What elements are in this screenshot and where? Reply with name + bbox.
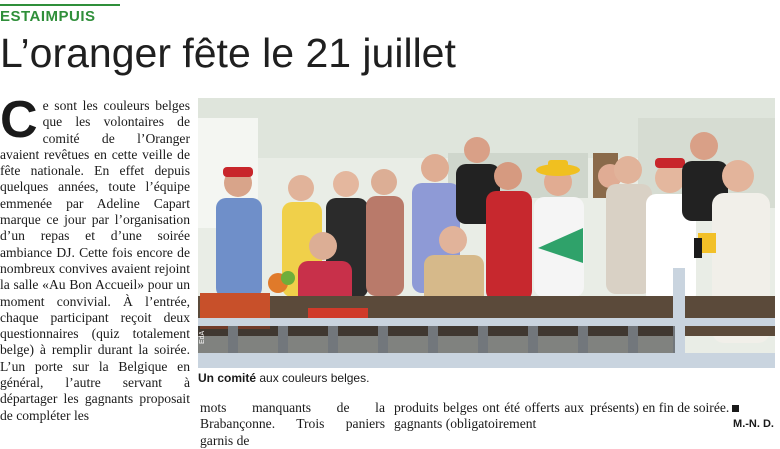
photo-credit: EdA bbox=[199, 330, 206, 344]
kicker-rule bbox=[0, 4, 120, 6]
group-photo bbox=[198, 98, 775, 368]
photo-caption bbox=[198, 371, 369, 385]
headline: L’oranger fête le 21 juillet bbox=[0, 30, 456, 76]
drop-cap: C bbox=[0, 91, 38, 149]
column-2-text: mots manquants de la Brabançonne. Trois paniers garnis de bbox=[200, 400, 385, 448]
caption-text: aux couleurs belges. bbox=[256, 371, 370, 385]
end-mark-icon bbox=[732, 405, 739, 412]
section-kicker: ESTAIMPUIS bbox=[0, 8, 96, 25]
article-column-1 bbox=[0, 91, 190, 433]
photo-illustration bbox=[198, 98, 775, 368]
author-signature: M.-N. D. bbox=[733, 418, 774, 430]
column-1-text: e sont les couleurs belges que les volontaires de comité de l’Oranger avaient revêtues en cette veille de fête nationale. En effet depuis quelques années, toute l’équipe emmenée par Adeline Capart marque ce jour par l’organisation d’un repas et d’une soirée ambiance DJ. Cette fois encore de nombreux convives avaient rejoint la salle «Au Bon Accueil» pour un moment convivial. À l’entrée, chaque participant reçoit deux questionnaires (quiz totalement belge) à remplir durant la soirée. L’un porte sur la Belgique en général, l’autre servant à départager les gagnants proposait de compléter les bbox=[0, 98, 190, 423]
caption-lead: Un comité bbox=[198, 371, 257, 385]
column-3-text: produits belges ont été offerts aux gagnants (obligatoirement bbox=[394, 400, 584, 432]
column-4-text: présents) en fin de soirée. bbox=[590, 400, 730, 415]
